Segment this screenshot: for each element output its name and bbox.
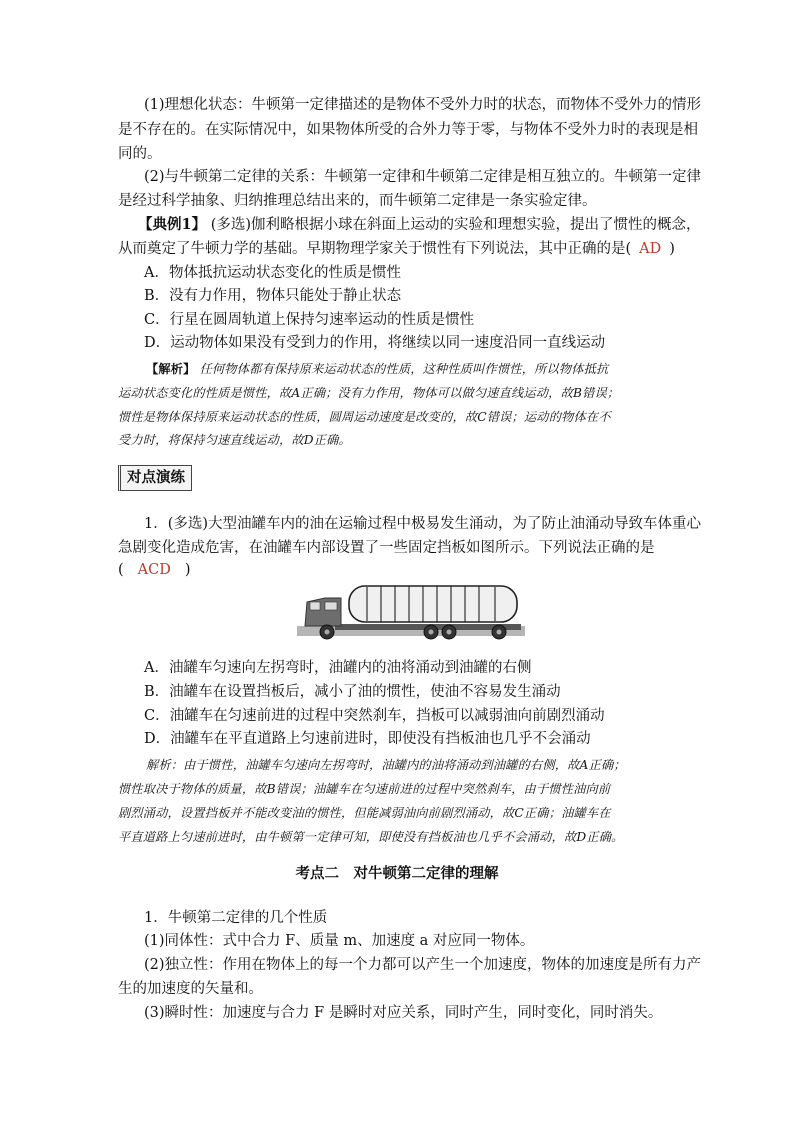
example-1-line-1 (138, 213, 701, 237)
para-1-line-1: (1)理想化状态：牛顿第一定律描述的是物体不受外力时的状态，而物体不受外力的情形 (144, 97, 702, 113)
example-stem: (多选)伽利略根据小球在斜面上运动的实验和理想实验，提出了惯性的概念， (210, 217, 701, 233)
section-2-line-2: (1)同体性：式中合力 F、质量 m、加速度 a 对应同一物体。 (144, 933, 535, 949)
section-2-line-1: 1．牛顿第二定律的几个性质 (144, 910, 328, 926)
section-2-line-4: 生的加速度的矢量和。 (118, 981, 263, 997)
example-analysis-line-2: 运动状态变化的性质是惯性，故A正确；没有力作用，物体可以做匀速直线运动，故B错误； (118, 386, 620, 400)
para-2-line-2: 是经过科学抽象、归纳推理总结出来的，而牛顿第二定律是一条实验定律。 (118, 193, 597, 209)
question-1-line-1: 1．(多选)大型油罐车内的油在运输过程中极易发生涌动，为了防止油涌动导致车体重心 (144, 516, 702, 532)
oil-tanker-truck-figure (297, 582, 525, 648)
question-open-paren: ( (118, 562, 124, 578)
example-option-d: D．运动物体如果没有受到力的作用，将继续以同一速度沿同一直线运动 (144, 335, 606, 351)
analysis-tag: 【解析】 (146, 362, 196, 376)
para-2-line-1: (2)与牛顿第二定律的关系：牛顿第一定律和牛顿第二定律是相互独立的。牛顿第一定律 (144, 169, 702, 185)
example-option-c: C．行星在圆周轨道上保持匀速率运动的性质是惯性 (144, 312, 475, 328)
question-close-paren: ) (184, 562, 191, 578)
question-option-b: B．油罐车在设置挡板后，减小了油的惯性，使油不容易发生涌动 (144, 684, 561, 700)
example-stem-2: 从而奠定了牛顿力学的基础。早期物理学家关于惯性有下列说法，其中正确的是( (118, 241, 632, 257)
example-analysis-line-3: 惯性是物体保持原来运动状态的性质，圆周运动速度是改变的，故C错误；运动的物体在不 (118, 410, 611, 424)
example-option-b: B．没有力作用，物体只能处于静止状态 (144, 288, 402, 304)
question-option-d: D．油罐车在平直道路上匀速前进时，即使没有挡板油也几乎不会涌动 (144, 731, 591, 747)
question-analysis-line-2: 惯性取决于物体的质量，故B错误；油罐车在匀速前进的过程中突然刹车，由于惯性油向前 (118, 782, 611, 796)
section-heading-2: 考点二 对牛顿第二定律的理解 (295, 865, 499, 882)
question-analysis-line-4: 平直道路上匀速前进时，由牛顿第一定律可知，即使没有挡板油也几乎不会涌动，故D正确。 (118, 830, 624, 844)
question-analysis-line-1: 解析：由于惯性，油罐车匀速向左拐弯时，油罐内的油将涌动到油罐的右侧，故A正确； (146, 758, 626, 772)
question-answer: ACD (137, 562, 171, 578)
question-1-answer-line (118, 558, 678, 582)
question-1-line-2: 急剧变化造成危害，在油罐车内部设置了一些固定挡板如图所示。下列说法正确的是 (118, 540, 655, 556)
question-option-a: A．油罐车匀速向左拐弯时，油罐内的油将涌动到油罐的右侧 (144, 660, 532, 676)
example-1-line-2 (118, 237, 678, 261)
question-analysis-line-3: 剧烈涌动，设置挡板并不能改变油的惯性，但能减弱油向前剧烈涌动，故C正确；油罐车在 (118, 806, 611, 820)
example-option-a: A．物体抵抗运动状态变化的性质是惯性 (144, 265, 401, 281)
example-tag: 【典例1】 (138, 216, 207, 233)
example-close-paren: ) (669, 241, 675, 257)
question-option-c: C．油罐车在匀速前进的过程中突然刹车，挡板可以减弱油向前剧烈涌动 (144, 708, 605, 724)
para-1-line-2: 是不存在的。在实际情况中，如果物体所受的合外力等于零，与物体不受外力时的表现是相 (118, 122, 698, 138)
example-analysis-line-4: 受力时，将保持匀速直线运动，故D正确。 (118, 433, 351, 447)
tank-body (349, 586, 517, 622)
example-answer: AD (639, 241, 662, 257)
analysis-text-1: 任何物体都有保持原来运动状态的性质，这种性质叫作惯性，所以物体抵抗 (199, 362, 609, 376)
section-2-line-5: (3)瞬时性：加速度与合力 F 是瞬时对应关系，同时产生，同时变化，同时消失。 (144, 1005, 663, 1021)
section-title-box: 对点演练 (118, 465, 192, 491)
example-analysis-line-1 (146, 357, 706, 381)
para-1-line-3: 同的。 (118, 146, 162, 162)
section-2-line-3: (2)独立性：作用在物体上的每一个力都可以产生一个加速度，物体的加速度是所有力产 (144, 957, 702, 973)
